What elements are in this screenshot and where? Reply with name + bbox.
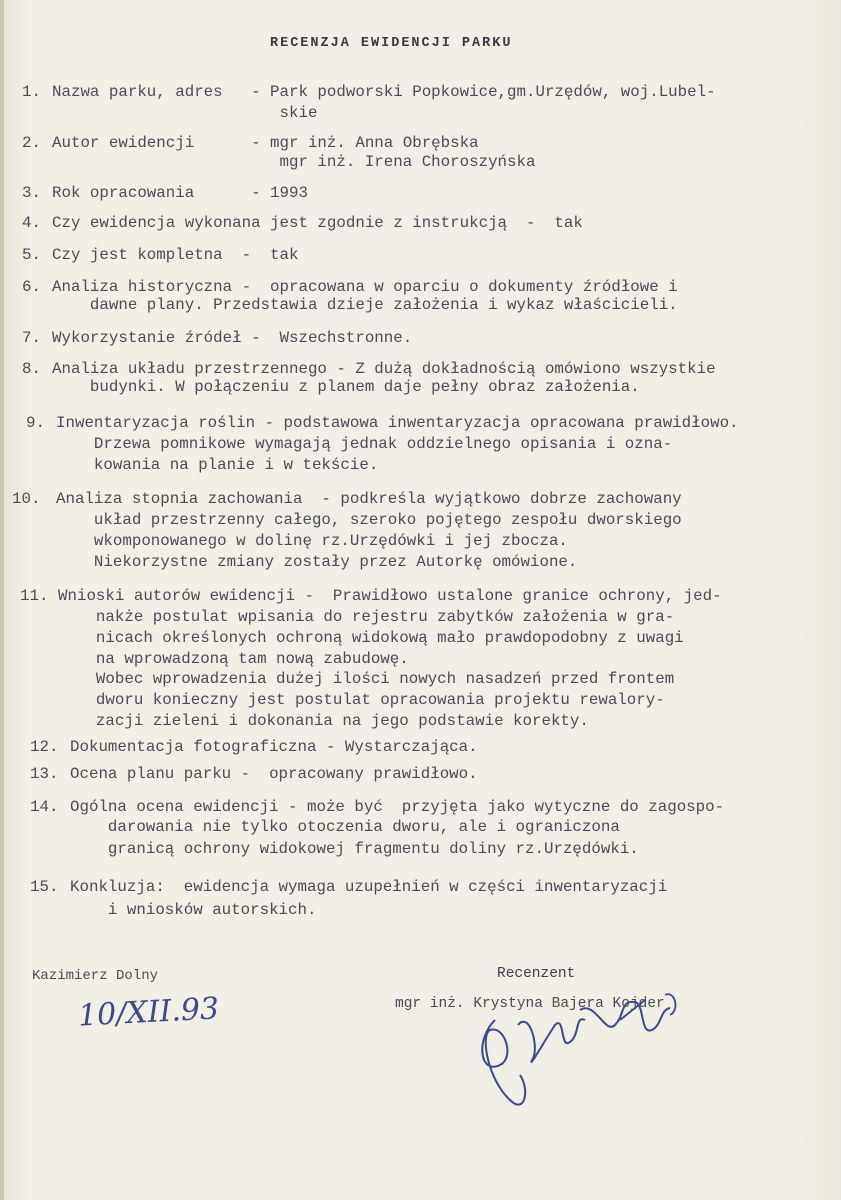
reviewer-name: mgr inż. Krystyna Bajera Kojder [395,996,665,1012]
reviewer-label: Recenzent [497,966,576,982]
item-text-line: Analiza stopnia zachowania - podkreśla wyjątkowo dobrze zachowany [56,490,682,508]
item-text-line: Drzewa pomnikowe wymagają jednak oddzielnego opisania i ozna- [56,435,673,453]
item-text-line: Dokumentacja fotograficzna - Wystarczająca. [70,738,478,756]
item-number: 10. [12,490,41,508]
item-text-line: Ocena planu parku - opracowany prawidłowo. [70,765,478,783]
item-number: 11. [20,587,49,605]
page-binding-edge [0,0,4,1200]
item-text-line: Rok opracowania - 1993 [52,184,308,202]
item-text-line: nakże postulat wpisania do rejestru zabytków założenia w gra- [58,608,675,626]
item-text-line: Niekorzystne zmiany zostały przez Autorkę omówione. [56,553,578,571]
item-text-line: kowania na planie i w tekście. [56,456,379,474]
item-number: 14. [30,798,59,816]
document-title: RECENZJA EWIDENCJI PARKU [270,36,513,51]
item-number: 2. [22,134,41,152]
item-text-line: mgr inż. Irena Choroszyńska [52,153,536,171]
item-text-line: dworu konieczny jest postulat opracowania projektu rewalory- [58,691,665,709]
item-text-line: dawne plany. Przedstawia dzieje założenia i wykaz właścicieli. [52,296,678,314]
item-text-line: Konkluzja: ewidencja wymaga uzupełnień w części inwentaryzacji [70,878,668,896]
item-text-line: Wnioski autorów ewidencji - Prawidłowo ustalone granice ochrony, jed- [58,587,722,605]
item-text-line: Ogólna ocena ewidencji - może być przyjęta jako wytyczne do zagospo- [70,798,725,816]
item-number: 12. [30,738,59,756]
item-number: 1. [22,83,41,101]
item-text-line: Czy jest kompletna - tak [52,246,299,264]
item-number: 9. [26,414,45,432]
item-text-line: układ przestrzenny całego, szeroko pojętego zespołu dworskiego [56,511,682,529]
item-number: 8. [22,360,41,378]
handwritten-signature [470,980,700,1120]
item-text-line: darowania nie tylko otoczenia dworu, ale i ograniczona [70,818,620,836]
item-text-line: Nazwa parku, adres - Park podworski Popkowice,gm.Urzędów, woj.Lubel- [52,83,716,101]
item-number: 13. [30,765,59,783]
item-number: 3. [22,184,41,202]
item-text-line: Autor ewidencji - mgr inż. Anna Obrębska [52,134,479,152]
item-text-line: Wykorzystanie źródeł - Wszechstronne. [52,329,413,347]
item-number: 15. [30,878,59,896]
item-text-line: granicą ochrony widokowej fragmentu doliny rz.Urzędówki. [70,840,639,858]
item-text-line: Wobec wprowadzenia dużej ilości nowych nasadzeń przed frontem [58,670,675,688]
item-text-line: na wprowadzoną tam nową zabudowę. [58,650,409,668]
place-of-signing: Kazimierz Dolny [32,968,159,984]
item-text-line: Analiza układu przestrzennego - Z dużą dokładnością omówiono wszystkie [52,360,716,378]
item-text-line: i wniosków autorskich. [70,901,317,919]
item-text-line: zacji zieleni i dokonania na jego podstawie korekty. [58,712,589,730]
item-number: 4. [22,214,41,232]
handwritten-date: 10/XII.93 [77,991,220,1034]
item-text-line: budynki. W połączeniu z planem daje pełny obraz założenia. [52,378,640,396]
item-text-line: Czy ewidencja wykonana jest zgodnie z instrukcją - tak [52,214,583,232]
item-number: 7. [22,329,41,347]
item-number: 6. [22,278,41,296]
item-text-line: Inwentaryzacja roślin - podstawowa inwentaryzacja opracowana prawidłowo. [56,414,739,432]
item-text-line: Analiza historyczna - opracowana w oparciu o dokumenty źródłowe i [52,278,678,296]
item-text-line: nicach określonych ochroną widokową mało prawdopodobny z uwagi [58,629,684,647]
item-text-line: skie [52,104,318,122]
item-number: 5. [22,246,41,264]
item-text-line: wkomponowanego w dolinę rz.Urzędówki i jej zbocza. [56,532,568,550]
